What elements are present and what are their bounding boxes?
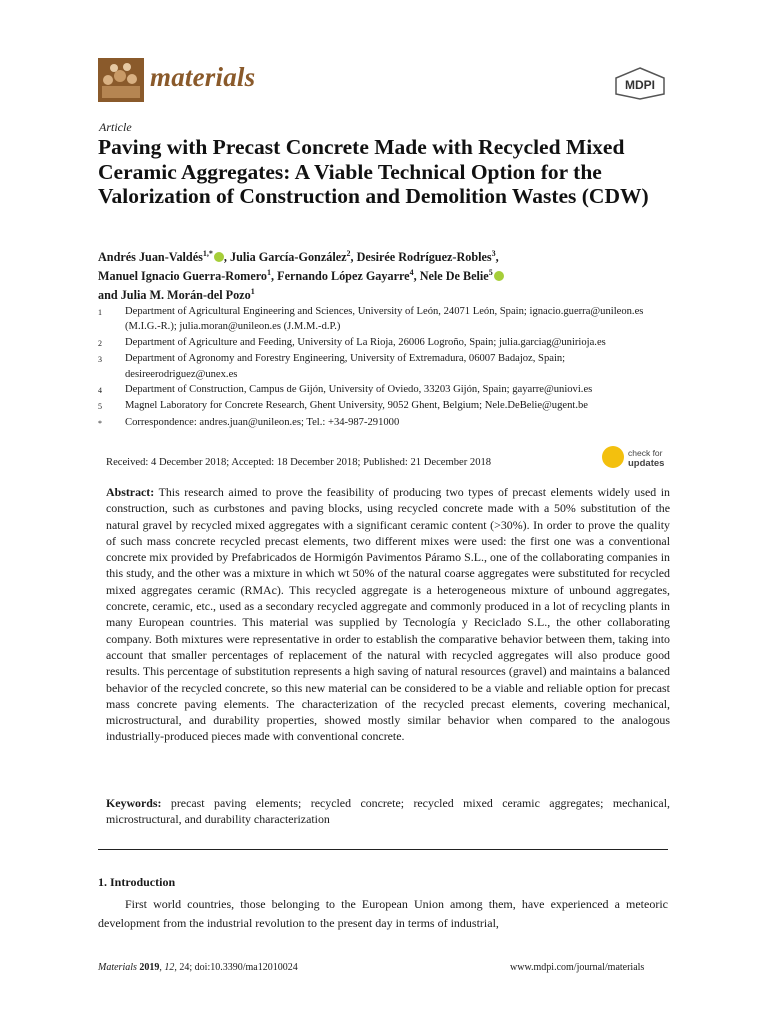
footer-citation: Materials 2019, 12, 24; doi:10.3390/ma12010024	[98, 962, 298, 973]
abstract	[106, 484, 670, 745]
affiliation-list	[98, 304, 678, 431]
section-divider	[98, 849, 668, 850]
affiliation-item: 1 Department of Agricultural Engineering and Sciences, University of León, 24071 León, Spain; ignacio.guerra@unileon.es (M.I.G.-R.); julia.moran@unileon.es (J.M.M.-d.P.)	[98, 306, 644, 333]
author: Fernando López Gayarre$^4$,	[277, 267, 420, 283]
journal-logo-icon	[98, 58, 144, 102]
affiliation-item: 2 Department of Agriculture and Feeding, University of La Rioja, 26006 Logroño, Spain; julia.garciag@unirioja.es	[98, 336, 606, 348]
keywords-label: Keywords:	[106, 796, 162, 810]
author: Andrés Juan-Valdés$^{1,*}$ ,	[98, 248, 230, 264]
author: Desirée Rodríguez-Robles$^3$,	[356, 248, 499, 264]
author-list	[98, 248, 678, 305]
mdpi-logo-text: MDPI	[625, 78, 655, 92]
orcid-icon[interactable]	[494, 271, 504, 281]
author: Julia García-González$^2$,	[229, 248, 357, 264]
publication-dates: Received: 4 December 2018; Accepted: 18 December 2018; Published: 21 December 2018	[106, 457, 492, 468]
section-heading: 1. Introduction	[98, 875, 176, 889]
check-updates-icon	[602, 446, 624, 468]
abstract-text: This research aimed to prove the feasibility of producing two types of precast elements widely used in construction, such as curbstones and paving blocks, using recycled concrete made with a 50% substitution of the natural gravel by recycled mixed aggregates with a significant ceramic content (>30%). In order to prove the quality of such mass concrete recycled precast elements, two different mixes were used: the first one was a conventional concrete mix provided by Prefabricados de Hormigón Pavimentos Páramo S.L., one of the collaborating companies in this study, and the other was a mixture in which wt 50% of the natural coarse aggregates were substituted for recycled mixed aggregates ceramic (RMAc). This recycled aggregate is a heterogeneous mixture of unbound aggregates, concrete, ceramic, etc., used as a secondary recycled aggregate and commonly produced in a lot of recycling plants in many European countries. This material was supplied by Tecnología y Reciclado S.L., the other collaborating company. Both mixtures were representative in order to establish the comparative behavior between them, taking into account that smaller percentages of replacement of the natural with recycled aggregates will also produce good results. This percentage of substitution represents a high saving of natural resources (gravel) and maintains a balanced behavior of the recycled concrete, so this new material can be considered to be a viable and reliable option for precast mass concrete paving elements. The characterization of the recycled precast elements, covering mechanical, microstructural, and durability properties, showed mostly similar behavior when compared to the analogous industrially-produced pieces made with conventional concrete.	[106, 485, 670, 744]
check-for-updates-badge[interactable]: check for updates	[602, 446, 674, 472]
mdpi-logo-icon	[612, 66, 668, 100]
author: and Julia M. Morán-del Pozo$^1$	[98, 286, 255, 302]
keywords	[106, 795, 670, 828]
author: Nele De Belie$^5$	[420, 269, 504, 283]
affiliation-item: 5 Magnel Laboratory for Concrete Research, Ghent University, 9052 Ghent, Belgium; Nele.DeBelie@ugent.be	[98, 400, 588, 412]
article-type: Article	[99, 120, 132, 134]
footer-url[interactable]: www.mdpi.com/journal/materials	[510, 962, 645, 973]
abstract-label: Abstract:	[106, 485, 155, 499]
affiliation-item: 4 Department of Construction, Campus de Gijón, University of Oviedo, 33203 Gijón, Spain; gayarre@uniovi.es	[98, 384, 593, 396]
correspondence-item: * Correspondence: andres.juan@unileon.es; Tel.: +34-987-291000	[98, 416, 400, 428]
intro-paragraph: First world countries, those belonging to the European Union among them, have experienced a meteoric development from the industrial revolution to the present day in terms of industrial,	[98, 897, 668, 930]
keywords-text: precast paving elements; recycled concrete; recycled mixed ceramic aggregates; mechanical, microstructural, and durability characterization	[106, 796, 670, 827]
journal-name: materials	[150, 62, 256, 92]
orcid-icon[interactable]	[214, 252, 224, 262]
author: Manuel Ignacio Guerra-Romero$^1$,	[98, 267, 278, 283]
article-title: Paving with Precast Concrete Made with Recycled Mixed Ceramic Aggregates: A Viable Technical Option for the Valorization of Construction and Demolition Wastes (CDW)	[98, 135, 649, 208]
affiliation-item: 3 Department of Agronomy and Forestry Engineering, University of Extremadura, 06007 Badajoz, Spain; desireerodriguez@unex.es	[98, 353, 566, 380]
